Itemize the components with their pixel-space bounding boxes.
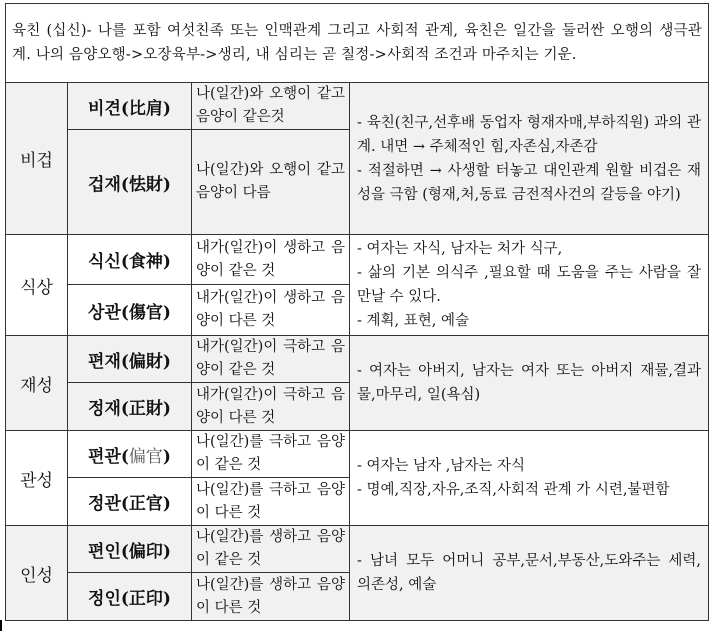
relation-name: 겁재(怯財): [68, 130, 192, 235]
group-description: [350, 235, 709, 336]
group-description: [350, 526, 709, 621]
relation-definition: 내가(일간)이 극하고 음양이 같은 것: [192, 336, 350, 383]
relation-name: 정재(正財): [68, 383, 192, 431]
relation-korean: 편관: [88, 446, 121, 467]
relation-korean: 비견: [88, 98, 121, 119]
group-label: 관성: [6, 431, 68, 526]
group-label: 인성: [6, 526, 68, 621]
group-description: [350, 336, 709, 431]
group-description: [350, 431, 709, 526]
relation-hanja: 傷官: [128, 302, 163, 323]
relation-name: 편관(偏官): [68, 431, 192, 478]
relation-hanja: 怯財: [128, 174, 163, 195]
group-description: [350, 83, 709, 235]
description-line: - 여자는 아버지, 남자는 여자 또는 아버지 재물,결과물,마무리, 일(욕심): [357, 363, 701, 403]
relation-hanja: 正財: [128, 399, 163, 419]
group-row: [6, 431, 709, 478]
relation-korean: 정인: [88, 589, 121, 609]
relation-name: 비견(比肩): [68, 83, 192, 130]
group-row: [6, 235, 709, 285]
intro-row: [6, 4, 709, 83]
relation-definition: 나(일간)를 극하고 음양이 같은 것: [192, 431, 350, 478]
relation-hanja: 偏官: [128, 446, 163, 467]
group-label: 비겁: [6, 83, 68, 235]
description-line: - 육친(친구,선후배 동업자 형재자매,부하직원) 과의 관계. 내면 → 주체적인 힘,자존심,자존감: [357, 114, 701, 155]
relation-korean: 편인: [88, 541, 121, 562]
text-cursor: [0, 620, 2, 631]
relation-definition: 내가(일간)이 생하고 음양이 다른 것: [192, 285, 350, 336]
relation-hanja: 比肩: [128, 98, 163, 119]
description-line: - 삶의 기본 의식주 ,필요할 때 도움을 주는 사람을 잘 만날 수 있다.: [357, 265, 701, 305]
relation-name: 식신(食神): [68, 235, 192, 285]
description-line: - 남녀 모두 어머니 공부,문서,부동산,도와주는 세력, 의존성, 예술: [357, 553, 701, 593]
six-relations-table: [5, 3, 709, 621]
relation-definition: 내가(일간)이 생하고 음양이 같은 것: [192, 235, 350, 285]
description-line: - 여자는 남자 ,남자는 자식: [357, 458, 526, 474]
description-line: - 적절하면 → 사생할 터놓고 대인관계 원할 비겁은 재성을 극함 (형재,처,동료 금전적사건의 갈등을 야기): [357, 162, 701, 203]
group-label: 재성: [6, 336, 68, 431]
relation-hanja: 偏印: [128, 541, 163, 562]
group-row: [6, 336, 709, 383]
intro-text: 육친 (십신)- 나를 포함 여섯친족 또는 인맥관계 그리고 사회적 관계, 육친은 일간을 둘러싼 오행의 생극관계. 나의 음양오행->오장육부->생리, 내 심리는 곧 칠정->사회적 조건과 마주치는 기운.: [6, 4, 709, 83]
relation-definition: 나(일간)와 오행이 같고 음양이 다름: [192, 130, 350, 235]
relation-name: 상관(傷官): [68, 285, 192, 336]
group-row: [6, 526, 709, 573]
group-label: 식상: [6, 235, 68, 336]
group-row: [6, 83, 709, 130]
relation-definition: 나(일간)와 오행이 같고 음양이 같은것: [192, 83, 350, 130]
description-line: - 계획, 표현, 예술: [357, 313, 469, 329]
relation-hanja: 正官: [128, 494, 163, 514]
description-line: - 명예,직장,자유,조직,사회적 관계 가 시련,불편함: [357, 482, 670, 498]
relation-korean: 겁재: [88, 174, 121, 195]
description-line: - 여자는 자식, 남자는 처가 식구,: [357, 241, 563, 257]
relation-korean: 상관: [88, 302, 121, 323]
relation-hanja: 正印: [128, 589, 163, 609]
relation-korean: 정관: [88, 494, 121, 514]
relation-definition: 나(일간)를 생하고 음양이 다른 것: [192, 573, 350, 621]
relation-name: 편재(偏財): [68, 336, 192, 383]
relation-name: 편인(偏印): [68, 526, 192, 573]
document-page: [5, 3, 708, 621]
relation-definition: 내가(일간)이 극하고 음양이 다른 것: [192, 383, 350, 431]
relation-hanja: 偏財: [128, 351, 163, 372]
relation-definition: 나(일간)를 극하고 음양이 다른 것: [192, 478, 350, 526]
relation-korean: 식신: [88, 252, 121, 272]
relation-korean: 정재: [88, 399, 121, 419]
relation-name: 정인(正印): [68, 573, 192, 621]
relation-definition: 나(일간)를 생하고 음양이 같은 것: [192, 526, 350, 573]
relation-name: 정관(正官): [68, 478, 192, 526]
relation-korean: 편재: [88, 351, 121, 372]
relation-hanja: 食神: [128, 252, 163, 272]
